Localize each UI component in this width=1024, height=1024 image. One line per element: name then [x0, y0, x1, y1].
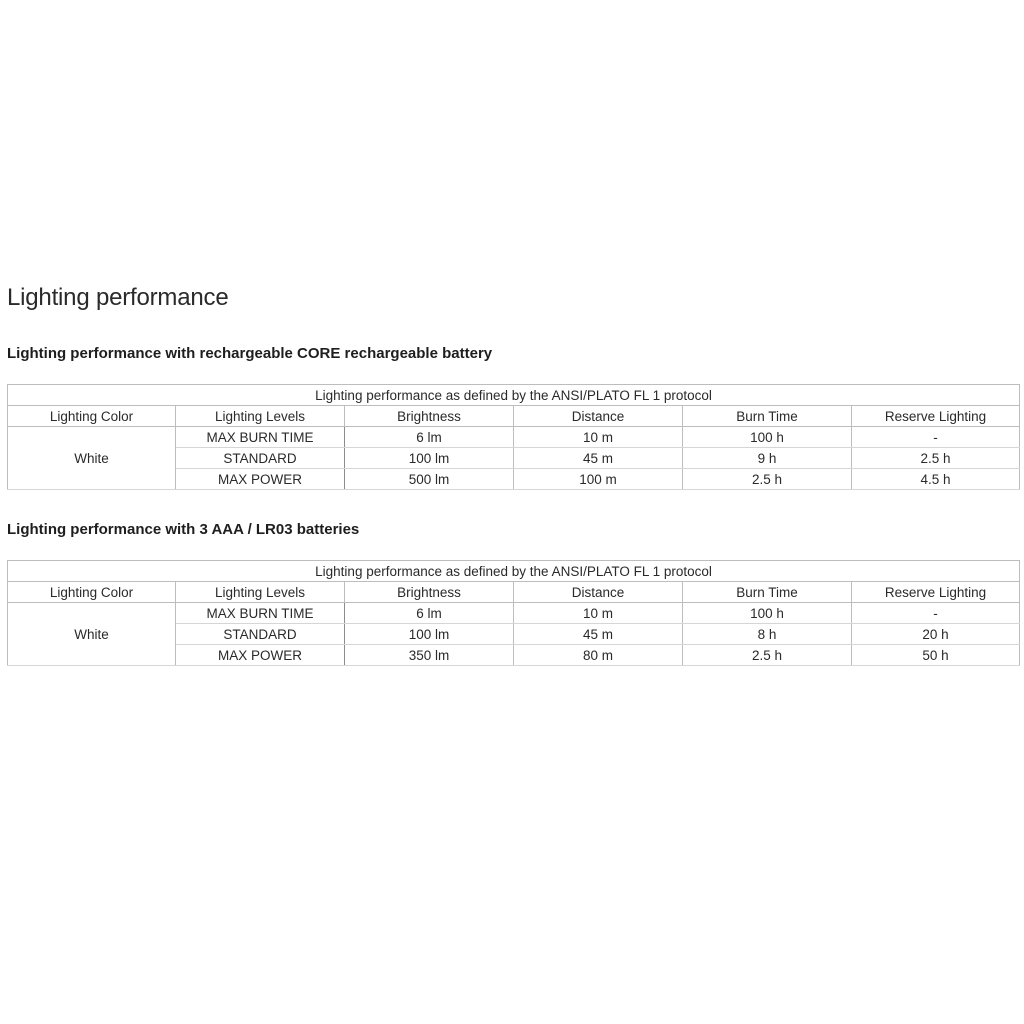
burn-time-cell: 2.5 h — [683, 469, 852, 490]
column-header: Reserve Lighting — [852, 406, 1020, 427]
brightness-cell: 6 lm — [345, 427, 514, 448]
column-header: Lighting Color — [8, 406, 176, 427]
lighting-level-cell: MAX BURN TIME — [176, 603, 345, 624]
column-header: Distance — [514, 406, 683, 427]
brightness-cell: 100 lm — [345, 448, 514, 469]
section-title: Lighting performance with 3 AAA / LR03 batteries — [7, 521, 360, 538]
reserve-lighting-cell: 50 h — [852, 645, 1020, 666]
reserve-lighting-cell: 20 h — [852, 624, 1020, 645]
distance-cell: 45 m — [514, 624, 683, 645]
section-title: Lighting performance with rechargeable CORE rechargeable battery — [7, 345, 493, 362]
header-row — [8, 406, 1020, 427]
lighting-level-cell: STANDARD — [176, 448, 345, 469]
burn-time-cell: 9 h — [683, 448, 852, 469]
reserve-lighting-cell: 4.5 h — [852, 469, 1020, 490]
burn-time-cell: 8 h — [683, 624, 852, 645]
distance-cell: 45 m — [514, 448, 683, 469]
performance-table — [7, 384, 1020, 490]
lighting-level-cell: STANDARD — [176, 624, 345, 645]
protocol-row — [8, 561, 1020, 582]
reserve-lighting-cell: - — [852, 603, 1020, 624]
page-title: Lighting performance — [7, 284, 229, 311]
lighting-level-cell: MAX POWER — [176, 645, 345, 666]
lighting-level-cell: MAX POWER — [176, 469, 345, 490]
column-header: Brightness — [345, 406, 514, 427]
header-row — [8, 582, 1020, 603]
burn-time-cell: 2.5 h — [683, 645, 852, 666]
table-row — [8, 427, 1020, 448]
protocol-row — [8, 385, 1020, 406]
burn-time-cell: 100 h — [683, 427, 852, 448]
column-header: Reserve Lighting — [852, 582, 1020, 603]
distance-cell: 10 m — [514, 603, 683, 624]
brightness-cell: 6 lm — [345, 603, 514, 624]
column-header: Burn Time — [683, 582, 852, 603]
brightness-cell: 350 lm — [345, 645, 514, 666]
lighting-color-cell: White — [8, 603, 176, 666]
lighting-color-cell: White — [8, 427, 176, 490]
column-header: Lighting Levels — [176, 582, 345, 603]
column-header: Lighting Color — [8, 582, 176, 603]
distance-cell: 10 m — [514, 427, 683, 448]
column-header: Brightness — [345, 582, 514, 603]
distance-cell: 80 m — [514, 645, 683, 666]
column-header: Distance — [514, 582, 683, 603]
performance-table — [7, 560, 1020, 666]
distance-cell: 100 m — [514, 469, 683, 490]
protocol-caption: Lighting performance as defined by the ANSI/PLATO FL 1 protocol — [8, 561, 1020, 582]
brightness-cell: 100 lm — [345, 624, 514, 645]
table-row — [8, 603, 1020, 624]
lighting-level-cell: MAX BURN TIME — [176, 427, 345, 448]
protocol-caption: Lighting performance as defined by the ANSI/PLATO FL 1 protocol — [8, 385, 1020, 406]
column-header: Burn Time — [683, 406, 852, 427]
reserve-lighting-cell: - — [852, 427, 1020, 448]
brightness-cell: 500 lm — [345, 469, 514, 490]
column-header: Lighting Levels — [176, 406, 345, 427]
reserve-lighting-cell: 2.5 h — [852, 448, 1020, 469]
burn-time-cell: 100 h — [683, 603, 852, 624]
